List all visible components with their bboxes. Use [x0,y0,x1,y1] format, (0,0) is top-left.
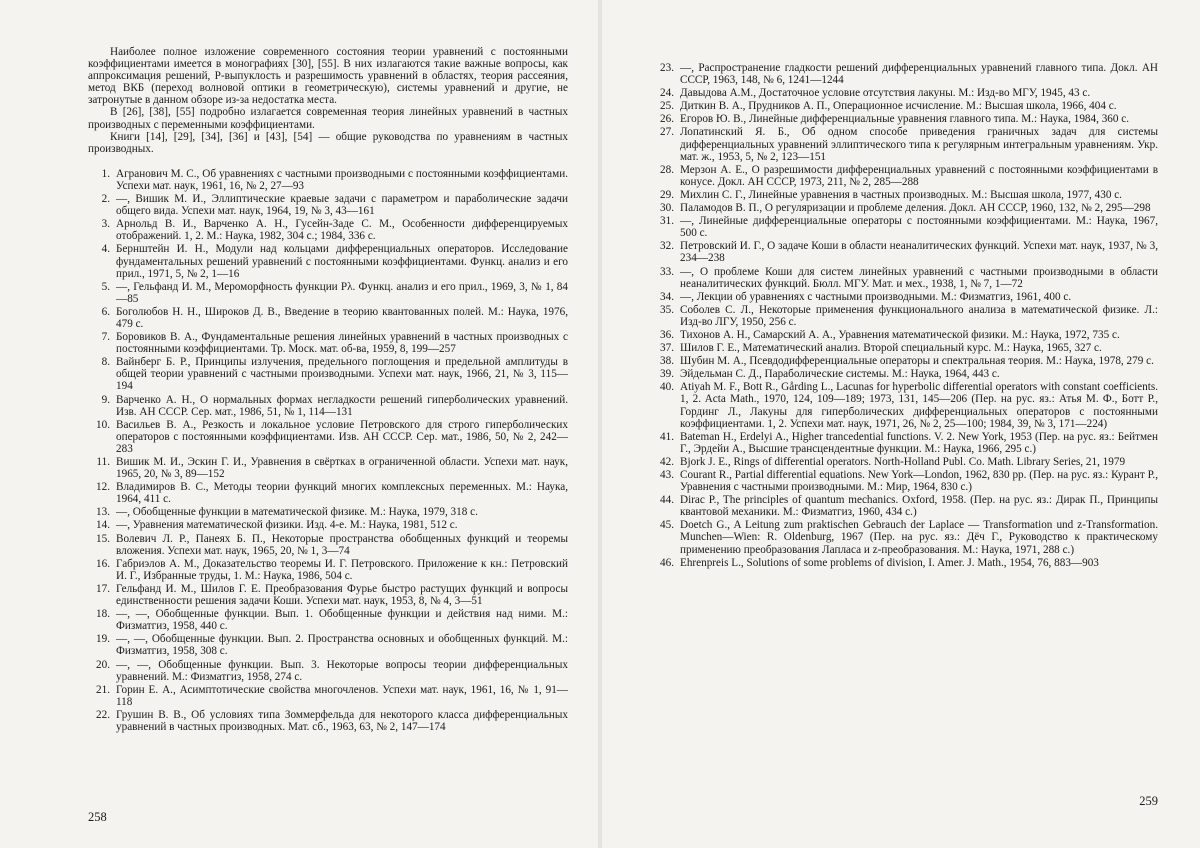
reference-item [88,608,568,632]
reference-item [88,356,568,392]
reference-item [88,168,568,192]
reference-number: 3. [101,218,110,231]
reference-text: Горин Е. А., Асимптотические свойства многочленов. Успехи мат. наук, 1961, 16, № 1, 91—118 [116,683,568,708]
reference-item [652,456,1158,468]
reference-number: 34. [660,290,674,303]
reference-item [652,355,1158,367]
reference-item [652,342,1158,354]
reference-text: Владимиров В. С., Методы теории функций многих комплексных переменных. М.: Наука, 1964, 411 с. [116,481,568,506]
reference-number: 43. [660,469,674,481]
reference-text: Егоров Ю. В., Линейные дифференциальные уравнения главного типа. М.: Наука, 1984, 360 с. [680,113,1130,126]
reference-item [652,431,1158,455]
reference-text: Ehrenpreis L., Solutions of some problems of division, I. Amer. J. Math., 1954, 76, 883—903 [680,556,1099,569]
reference-text: Давыдова А.М., Достаточное условие отсутствия лакуны. М.: Изд-во МГУ, 1945, 43 с. [680,87,1091,100]
reference-text: Грушин В. В., Об условиях типа Зоммерфельда для некоторого класса дифференциальных уравнений в частных производных. Мат. сб., 1963, 63, № 2, 147—174 [116,708,568,733]
reference-number: 7. [101,331,110,344]
reference-text: —, Вишик М. И., Эллиптические краевые задачи с параметром и параболические задачи общего вида. Успехи мат. наук, 1964, 19, № 3, 43—161 [116,193,568,218]
reference-item [652,557,1158,569]
reference-text: Вишик М. И., Эскин Г. И., Уравнения в свёртках в ограниченной области. Успехи мат. наук, 1965, 20, № 3, 89—152 [116,456,568,481]
reference-number: 14. [96,519,110,532]
reference-item [652,202,1158,214]
left-page [0,0,598,848]
reference-text: —, —, Обобщенные функции. Вып. 1. Обобщенные функции и действия над ними. М.: Физматгиз, 1958, 440 с. [116,608,568,633]
reference-number: 2. [101,193,110,206]
reference-number: 25. [660,100,674,113]
reference-text: Bateman H., Erdelyi A., Higher trancedential functions. V. 2. New York, 1953 (Пер. на рус. яз.: Бейтмен Г., Эрдейи А., Высшие трансцендентные функции. М.: Наука, 1966, 295 с.) [680,430,1158,455]
reference-text: Васильев В. А., Резкость и локальное условие Петровского для строго гиперболических операторов с постоянными коэффициентами. Изв. АН СССР. Сер. мат., 1986, 50, № 2, 242—283 [116,418,568,455]
reference-number: 13. [96,506,110,519]
reference-number: 32. [660,240,674,253]
reference-text: Бернштейн И. Н., Модули над кольцами дифференциальных операторов. Исследование фундаментальных решений уравнений с постоянными коэффициентами. Функц. анализ и его прил., 1971, 5, № 2, 1—16 [116,243,568,280]
reference-text: —, —, Обобщенные функции. Вып. 3. Некоторые вопросы теории дифференциальных уравнений. М.: Физматгиз, 1958, 274 с. [116,658,568,683]
reference-item [652,62,1158,86]
page-number-right: 259 [1139,794,1158,808]
reference-number: 27. [660,126,674,139]
reference-text: —, О проблеме Коши для систем линейных уравнений с частными производными в области неаналитических функций. Бюлл. МГУ. Мат. и мех., 1938, 1, № 7, 1—72 [680,265,1158,290]
reference-number: 21. [96,683,110,696]
reference-number: 40. [660,381,674,394]
reference-text: —, Гельфанд И. М., Мероморфность функции Pλ. Функц. анализ и его прил., 1969, 3, № 1, 84—85 [116,280,568,305]
reference-item [88,519,568,531]
reference-number: 6. [101,305,110,318]
reference-item [652,519,1158,555]
reference-number: 20. [96,658,110,671]
reference-text: Соболев С. Л., Некоторые применения функционального анализа в математической физике. Л.: Изд-во ЛГУ, 1950, 256 с. [680,303,1158,328]
reference-text: —, Уравнения математической физики. Изд. 4-е. М.: Наука, 1981, 512 с. [116,519,458,532]
reference-item [88,533,568,557]
reference-text: Габриэлов А. М., Доказательство теоремы И. Г. Петровского. Приложение к кн.: Петровский И. Г., Избранные труды, 1. М.: Наука, 1986, 504 с. [116,557,568,582]
reference-item [652,189,1158,201]
reference-number: 39. [660,368,674,381]
reference-item [652,304,1158,328]
page-number-left: 258 [88,810,107,824]
reference-text: Doetch G., A Leitung zum praktischen Gebrauch der Laplace — Transformation und z-Transformation. Munchen—Wien: R. Oldenburg, 1967 (Пер. на рус. яз.: Дёч Г., Руководство к практическому применению преобразования Лапласа и z-преобразования. М.: Наука, 1971, 288 с.) [680,519,1158,556]
reference-text: Боровиков В. А., Фундаментальные решения линейных уравнений в частных производных с постоянными коэффициентами. Тр. Моск. мат. об-ва, 1959, 8, 199—257 [116,331,568,356]
reference-text: Петровский И. Г., О задаче Коши в области неаналитических функций. Успехи мат. наук, 1937, № 3, 234—238 [680,240,1158,265]
reference-text: Bjork J. E., Rings of differential operators. North-Holland Publ. Co. Math. Library Series, 21, 1979 [680,455,1126,468]
reference-number: 18. [96,608,110,621]
reference-text: Волевич Л. Р., Панеях Б. П., Некоторые пространства обобщенных функций и теоремы вложения. Успехи мат. наук, 1965, 20, № 1, 3—74 [116,532,568,557]
reference-number: 35. [660,303,674,316]
reference-number: 9. [101,393,110,406]
reference-text: Паламодов В. П., О регуляризации и проблеме деления. Докл. АН СССР, 1960, 132, № 2, 295—298 [680,202,1151,215]
reference-number: 17. [96,582,110,595]
reference-item [652,100,1158,112]
reference-item [88,394,568,418]
reference-number: 5. [101,280,110,293]
reference-number: 46. [660,556,674,569]
reference-number: 42. [660,455,674,468]
reference-item [88,583,568,607]
reference-item [652,164,1158,188]
reference-item [652,291,1158,303]
reference-text: Гельфанд И. М., Шилов Г. Е. Преобразования Фурье быстро растущих функций и вопросы единственности решения задачи Коши. Успехи мат. наук, 1953, 8, № 4, 3—51 [116,582,568,608]
intro-paragraph: Книги [14], [29], [34], [36] и [43], [54] — общие руководства по уравнениям в частных производных. [88,130,568,155]
reference-text: —, —, Обобщенные функции. Вып. 2. Пространства основных и обобщенных функций. М.: Физматгиз, 1958, 308 с. [116,633,568,658]
reference-number: 19. [96,633,110,646]
reference-number: 16. [96,557,110,570]
reference-item [88,306,568,330]
reference-number: 37. [660,342,674,355]
reference-item [88,193,568,217]
reference-item [88,506,568,518]
reference-item [88,709,568,733]
reference-number: 31. [660,215,674,228]
intro-paragraph: В [26], [38], [55] подробно излагается современная теория линейных уравнений в частных производных с переменными коэффициентами. [88,106,568,131]
reference-number: 22. [96,708,110,721]
reference-item [88,481,568,505]
reference-number: 41. [660,430,674,443]
reference-text: Михлин С. Г., Линейные уравнения в частных производных. М.: Высшая школа, 1977, 430 с. [680,188,1122,201]
reference-text: Atiyah M. F., Bott R., Gårding L., Lacunas for hyperbolic differential operators with constant coefficients. 1, 2. Acta Math., 1970, 124, 109—189; 1973, 131, 145—206 (Пер. на рус. яз.: Атья М. Ф., Ботт Р., Гординг Л., Лакуны для гиперболических дифференциальных операторов с постоянными коэффициентами. 1, 2. Успехи мат. наук, 1971, 26, № 2, 25—100; 1984, 39, № 3, 171—224) [680,381,1158,430]
intro-text [88,46,568,155]
reference-item [652,381,1158,429]
reference-text: Шубин М. А., Псевдодифференциальные операторы и спектральная теория. М.: Наука, 1978, 279 с. [680,355,1154,368]
reference-text: Тихонов А. Н., Самарский А. А., Уравнения математической физики. М.: Наука, 1972, 735 с. [680,328,1120,341]
reference-text: Диткин В. А., Прудников А. П., Операционное исчисление. М.: Высшая школа, 1966, 404 с. [680,100,1117,113]
reference-number: 28. [660,163,674,176]
reference-text: Боголюбов Н. Н., Широков Д. В., Введение в теорию квантованных полей. М.: Наука, 1976, 479 с. [116,305,568,330]
reference-item [88,684,568,708]
reference-item [88,558,568,582]
reference-item [652,126,1158,162]
reference-list-right [652,62,1158,569]
reference-item [652,266,1158,290]
reference-number: 33. [660,265,674,278]
reference-text: Dirac P., The principles of quantum mechanics. Oxford, 1958. (Пер. на рус. яз.: Дирак П., Принципы квантовой механики. М.: Физматгиз, 1960, 434 с.) [680,494,1158,519]
reference-number: 11. [96,456,110,468]
reference-number: 23. [660,62,674,74]
reference-number: 45. [660,519,674,532]
reference-number: 15. [96,532,110,545]
reference-item [652,215,1158,239]
reference-text: —, Обобщенные функции в математической физике. М.: Наука, 1979, 318 с. [116,506,478,519]
reference-item [652,87,1158,99]
reference-text: Варченко А. Н., О нормальных формах негладкости решений гиперболических уравнений. Изв. АН СССР. Сер. мат., 1986, 51, № 1, 114—131 [116,393,568,418]
reference-text: —, Линейные дифференциальные операторы с постоянными коэффициентами. М.: Наука, 1967, 500 с. [680,215,1158,240]
reference-number: 4. [101,243,110,256]
reference-text: —, Распространение гладкости решений дифференциальных уравнений главного типа. Докл. АН СССР, 1963, 148, № 6, 1241—1244 [680,62,1158,87]
reference-item [652,368,1158,380]
reference-text: Мерзон А. Е., О разрешимости дифференциальных уравнений с постоянными коэффициентами в конусе. Докл. АН СССР, 1973, 211, № 2, 285—288 [680,163,1158,188]
reference-list-left [88,168,568,733]
reference-item [88,419,568,455]
reference-number: 38. [660,355,674,368]
reference-text: Лопатинский Я. Б., Об одном способе приведения граничных задач для системы дифференциальных уравнений эллиптического типа к регулярным интегральным уравнениям. Укр. мат. ж., 1953, 5, № 2, 123—151 [680,126,1158,163]
reference-text: Эйдельман С. Д., Параболические системы. М.: Наука, 1964, 443 с. [680,368,1000,381]
reference-number: 36. [660,328,674,341]
reference-text: Шилов Г. Е., Математический анализ. Второй специальный курс. М.: Наука, 1965, 327 с. [680,342,1102,355]
reference-item [652,329,1158,341]
reference-number: 29. [660,188,674,201]
reference-text: —, Лекции об уравнениях с частными производными. М.: Физматгиз, 1961, 400 с. [680,290,1072,303]
reference-number: 10. [96,418,110,431]
reference-number: 24. [660,87,674,100]
reference-item [652,240,1158,264]
reference-text: Courant R., Partial differential equations. New York—London, 1962, 830 pp. (Пер. на рус. яз.: Курант Р., Уравнения с частными производными. М.: Мир, 1964, 830 с.) [680,469,1158,494]
reference-number: 1. [101,167,110,180]
reference-item [652,494,1158,518]
reference-item [88,633,568,657]
reference-item [88,243,568,279]
reference-item [88,659,568,683]
reference-item [88,331,568,355]
reference-number: 12. [96,481,110,494]
reference-number: 30. [660,202,674,215]
right-page [602,0,1200,848]
reference-item [88,218,568,242]
intro-paragraph: Наиболее полное изложение современного состояния теории уравнений с постоянными коэффициентами имеется в монографиях [30], [55]. В них излагаются такие важные вопросы, как аппроксимация решений, P-выпуклость и разрешимость уравнений в областях, теория рассеяния, метод ВКБ (переход волновой оптики в геометрическую), системы уравнений и другие, не затронутые в данном обзоре из-за недостатка места. [88,46,568,107]
reference-number: 8. [101,356,110,369]
reference-item [88,456,568,480]
reference-item [652,113,1158,125]
reference-text: Вайнберг Б. Р., Принципы излучения, предельного поглощения и предельной амплитуды в общей теории уравнений с частными производными. Успехи мат. наук, 1966, 21, № 3, 115—194 [116,356,568,393]
reference-item [652,469,1158,493]
reference-item [88,281,568,305]
reference-number: 44. [660,494,674,507]
reference-text: Арнольд В. И., Варченко А. Н., Гусейн-Заде С. М., Особенности дифференцируемых отображений. 1, 2. М.: Наука, 1982, 304 с.; 1984, 336 с. [116,218,568,243]
reference-number: 26. [660,113,674,126]
reference-text: Агранович М. С., Об уравнениях с частными производными с постоянными коэффициентами. Успехи мат. наук, 1961, 16, № 2, 27—93 [116,167,568,192]
